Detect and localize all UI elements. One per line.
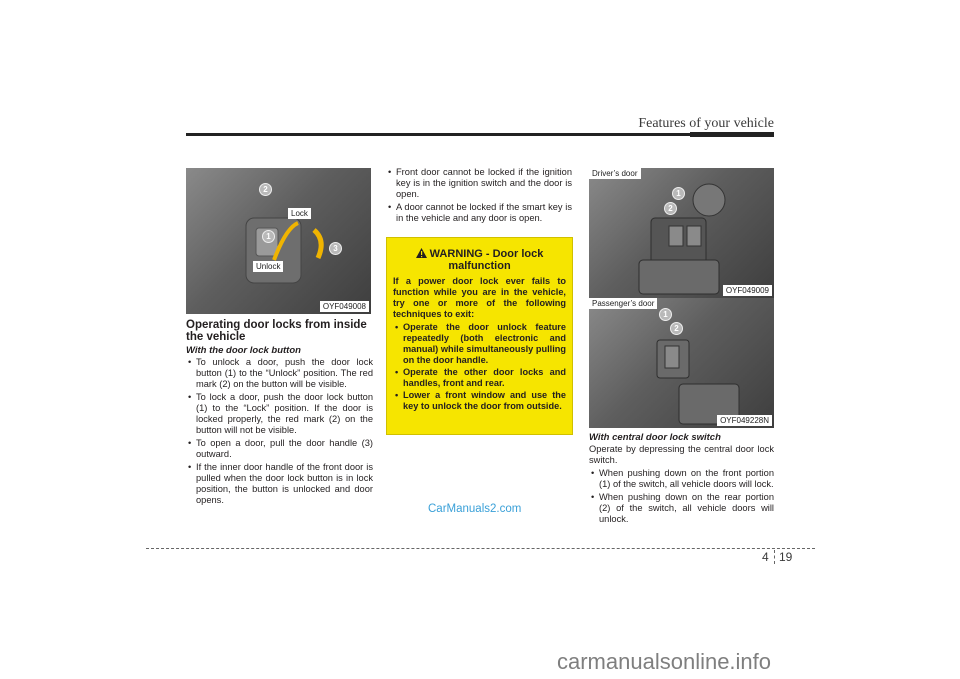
figure-code: OYF049009: [723, 285, 772, 296]
list-item: • When pushing down on the front portion (1) of the switch, all vehicle doors will lock.: [589, 468, 774, 490]
passengers-switch-illustration: [589, 298, 774, 428]
header-rule: [186, 133, 774, 136]
callout-2: 2: [664, 202, 677, 215]
figure-caption: Passenger’s door: [589, 298, 657, 309]
list-item: • To open a door, pull the door handle (3) outward.: [186, 438, 373, 460]
warning-box: [386, 237, 573, 435]
callout-2: 2: [670, 322, 683, 335]
central-switch-intro: Operate by depressing the central door lock switch.: [589, 444, 774, 465]
list-item: • Lower a front window and use the key to unlock the door from outside.: [393, 390, 566, 412]
front-door-notes-list: [386, 167, 572, 226]
watermark-link[interactable]: CarManuals2.com: [428, 503, 522, 515]
unlock-label: Unlock: [253, 261, 283, 272]
callout-3: 3: [329, 242, 342, 255]
warning-list: [393, 322, 566, 412]
callout-2: 2: [259, 183, 272, 196]
page-separator: [774, 550, 775, 564]
drivers-door-switch-photo: [589, 168, 774, 298]
section-heading: Operating door locks from inside the vehicle: [186, 319, 367, 343]
figure-code: OYF049008: [320, 301, 369, 312]
warning-text: If a power door lock ever fails to function while you are in the vehicle, try one or more of the following techniques to exit:: [393, 276, 566, 319]
list-item: • Operate the door unlock feature repeatedly (both electronic and manual) while simultaneously pulling on the door handle.: [393, 322, 566, 366]
watermark-site[interactable]: carmanualsonline.info: [557, 649, 772, 674]
callout-1: 1: [262, 230, 275, 243]
door-lock-button-list: [186, 357, 373, 508]
page-number: 19: [779, 550, 793, 564]
list-item: • Operate the other door locks and handles, front and rear.: [393, 367, 566, 389]
subheading-central-switch: With central door lock switch: [589, 432, 721, 443]
list-item: • Front door cannot be locked if the ignition key is in the ignition switch and the door is open.: [386, 167, 572, 200]
list-item: • If the inner door handle of the front door is pulled when the door lock button is in lock position, the button is unlocked and door opens.: [186, 462, 373, 506]
warning-triangle-icon: [416, 248, 427, 258]
footer-rule: [146, 548, 815, 549]
header-rule-accent: [690, 132, 774, 137]
list-item: • To unlock a door, push the door lock button (1) to the “Unlock” position. The red mark (2) on the button will be visible.: [186, 357, 373, 390]
list-item: • To lock a door, push the door lock button (1) to the “Lock” position. If the door is locked properly, the red mark (2) on the button will not be visible.: [186, 392, 373, 436]
list-item: • A door cannot be locked if the smart key is in the vehicle and any door is open.: [386, 202, 572, 224]
lock-label: Lock: [288, 208, 311, 219]
chapter-number: 4: [762, 550, 769, 564]
callout-1: 1: [672, 187, 685, 200]
passengers-door-switch-photo: [589, 298, 774, 428]
subheading-door-lock-button: With the door lock button: [186, 345, 301, 356]
warning-title: WARNING - Door lock malfunction: [395, 248, 564, 272]
callout-1: 1: [659, 308, 672, 321]
door-handle-illustration: [186, 168, 371, 314]
door-lock-button-photo: [186, 168, 371, 314]
running-header: Features of your vehicle: [638, 116, 774, 131]
list-item: • When pushing down on the rear portion (2) of the switch, all vehicle doors will unlock.: [589, 492, 774, 525]
figure-caption: Driver’s door: [589, 168, 641, 179]
figure-code: OYF049228N: [717, 415, 772, 426]
central-switch-list: [589, 468, 774, 527]
